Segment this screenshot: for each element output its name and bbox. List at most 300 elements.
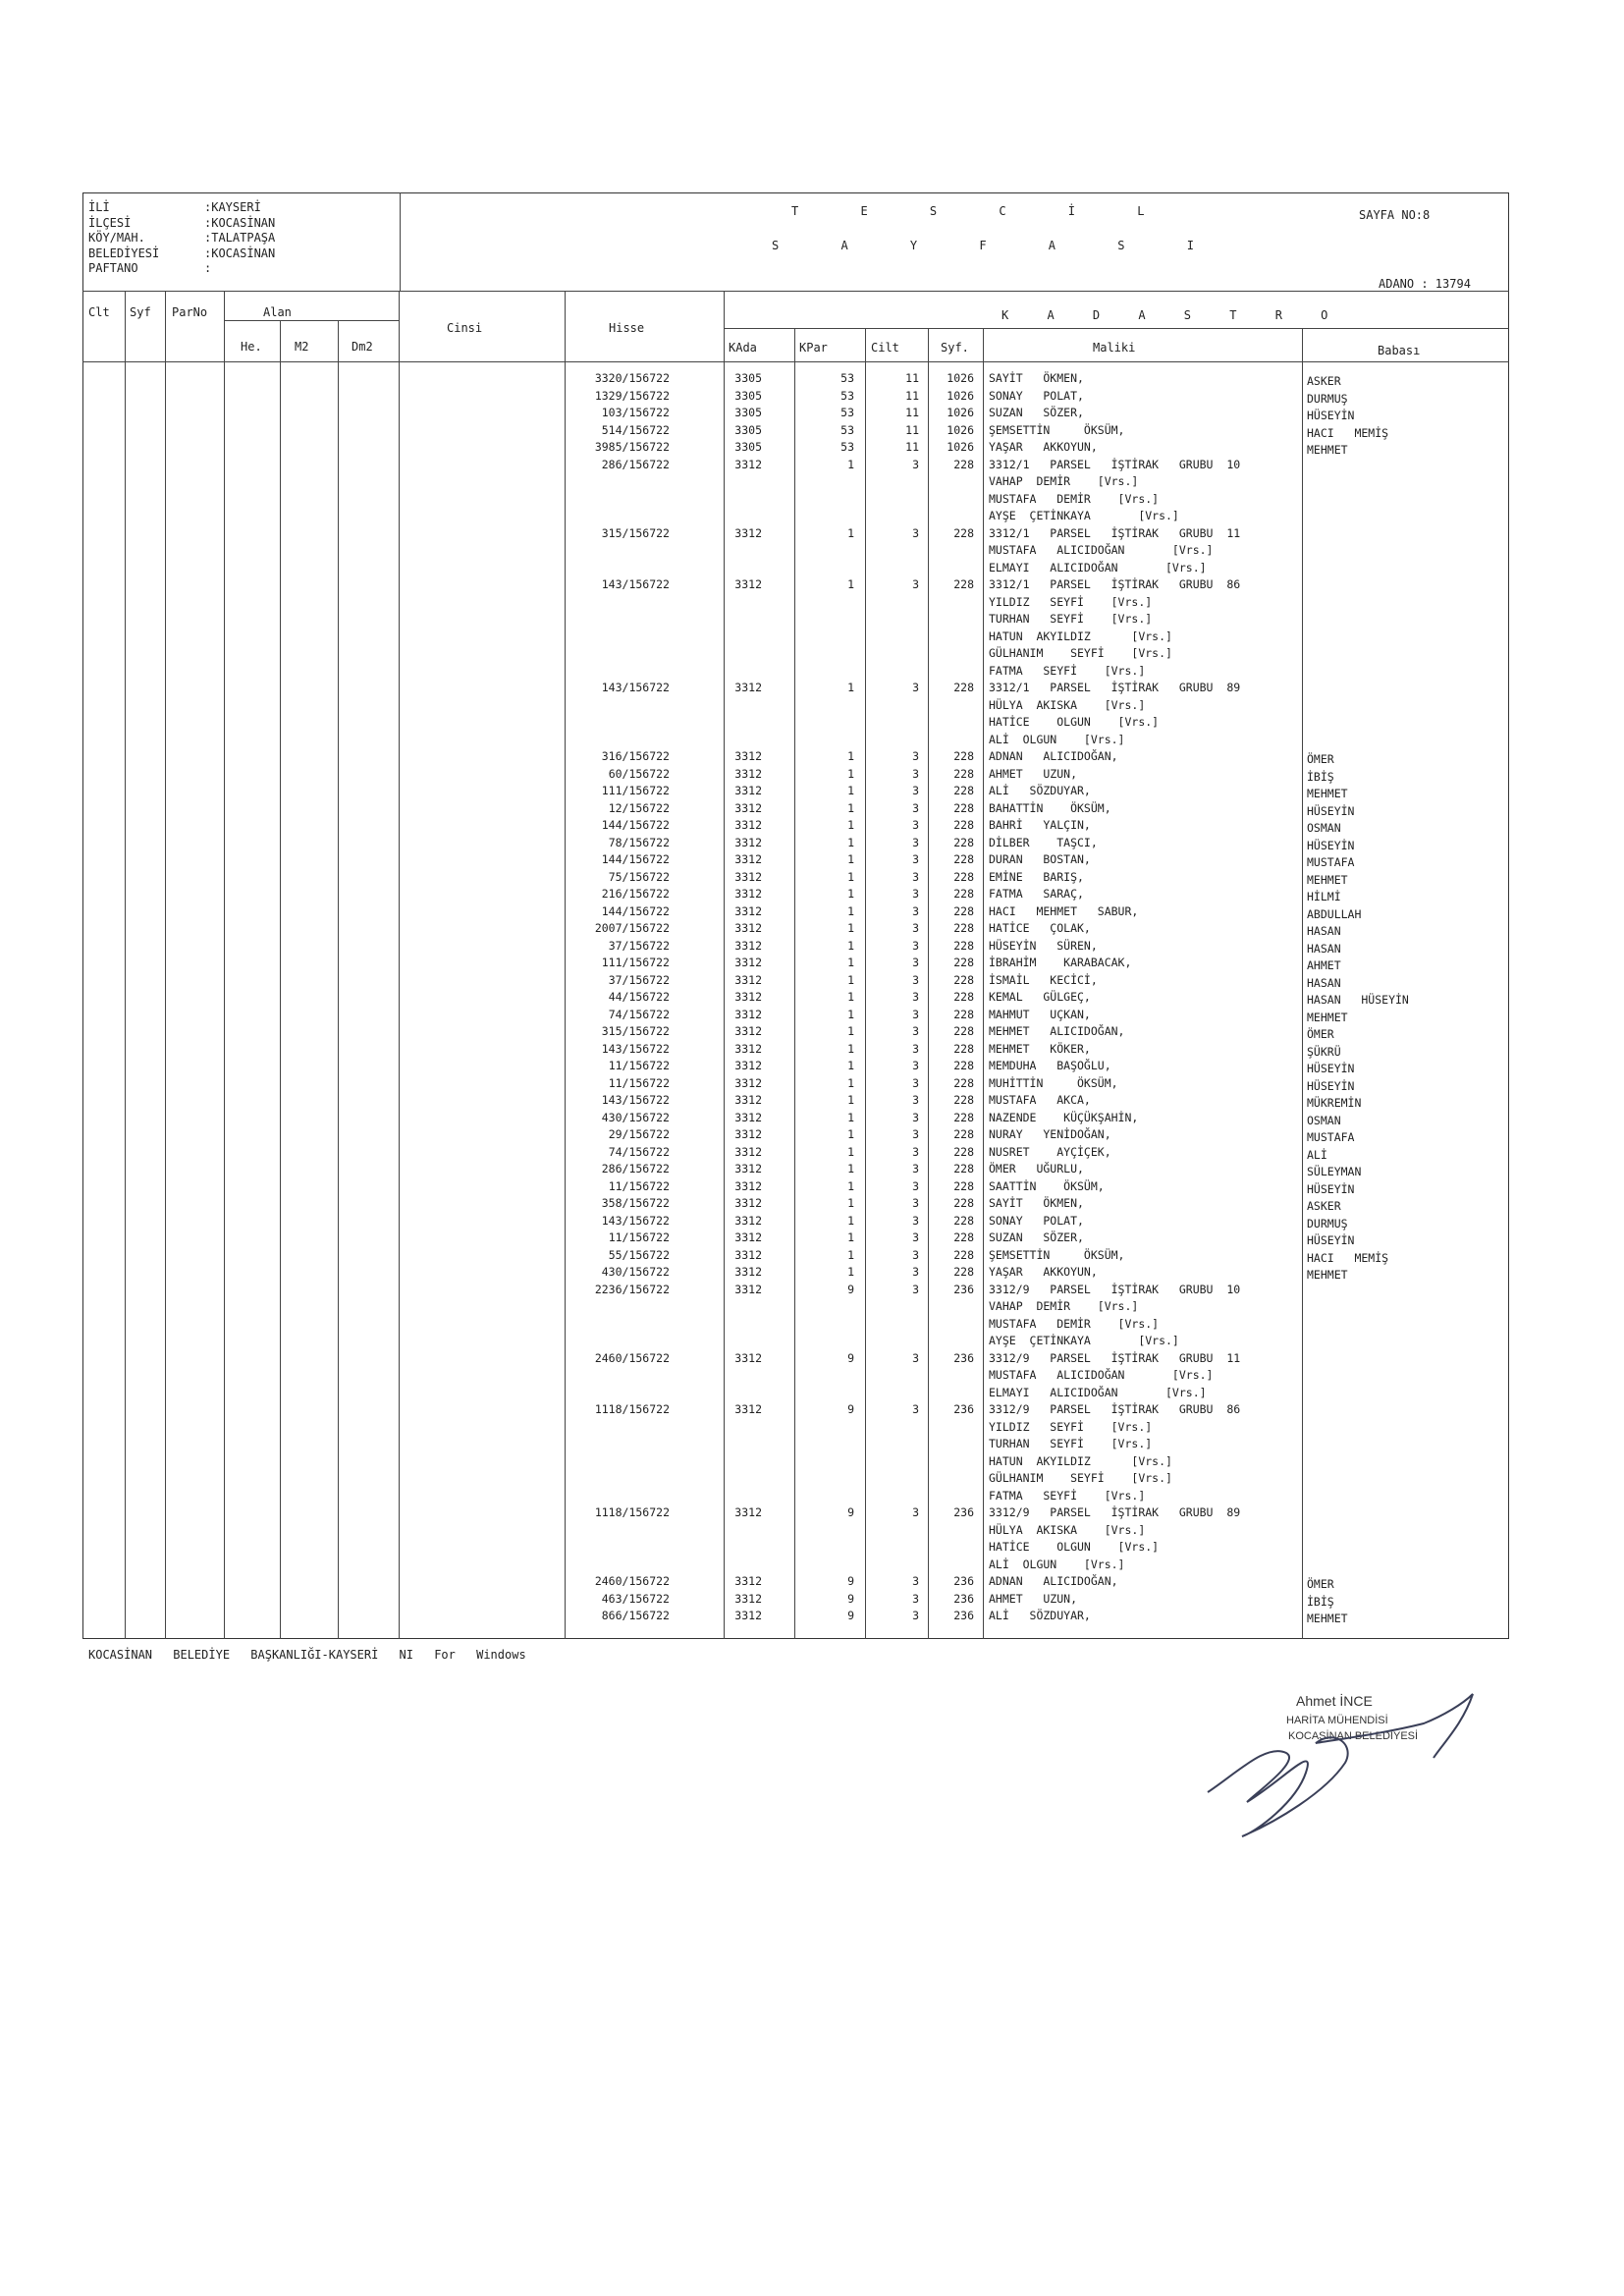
maliki-line: SUZAN SÖZER, <box>989 406 1084 419</box>
hisse-cell: 60/156722 <box>608 766 670 781</box>
kada-cell: 3312 <box>734 1574 762 1588</box>
kpar-cell: 1 <box>847 1178 854 1193</box>
cilt-cell: 3 <box>912 1591 919 1606</box>
maliki-line: FATMA SEYFİ [Vrs.] <box>989 663 1146 678</box>
babasi-cell: MEHMET <box>1307 787 1348 800</box>
syf-cell: 228 <box>953 577 974 591</box>
babasi-cell: AHMET <box>1307 958 1341 972</box>
maliki-line: AHMET UZUN, <box>989 766 1078 781</box>
kpar-cell: 1 <box>847 577 854 591</box>
kada-cell: 3312 <box>734 887 762 901</box>
hisse-cell: 37/156722 <box>608 972 670 987</box>
hisse-cell: 216/156722 <box>601 887 670 901</box>
header-field-key: İLİ <box>88 200 110 214</box>
babasi-cell: MÜKREMİN <box>1307 1096 1362 1110</box>
kada-cell: 3312 <box>734 818 762 832</box>
kpar-cell: 1 <box>847 887 854 901</box>
kada-cell: 3305 <box>734 388 762 403</box>
kpar-cell: 1 <box>847 1127 854 1141</box>
kada-cell: 3312 <box>734 1247 762 1262</box>
kpar-cell: 1 <box>847 1075 854 1090</box>
kpar-cell: 53 <box>840 406 854 419</box>
babasi-cell: MEHMET <box>1307 1010 1348 1024</box>
kada-cell: 3312 <box>734 525 762 540</box>
kpar-cell: 9 <box>847 1591 854 1606</box>
col-line <box>224 291 225 1639</box>
maliki-line: MEMDUHA BAŞOĞLU, <box>989 1059 1111 1072</box>
maliki-line: TURHAN SEYFİ [Vrs.] <box>989 612 1153 626</box>
header-field-key: İLÇESİ <box>88 215 132 230</box>
babasi-cell: MEHMET <box>1307 1268 1348 1282</box>
maliki-line: HATUN AKYILDIZ [Vrs.] <box>989 629 1172 643</box>
kada-cell: 3312 <box>734 1213 762 1228</box>
maliki-line: ÖMER UĞURLU, <box>989 1162 1084 1175</box>
kada-cell: 3312 <box>734 1093 762 1107</box>
hisse-cell: 143/156722 <box>601 1041 670 1056</box>
kpar-cell: 1 <box>847 818 854 832</box>
hisse-cell: 2460/156722 <box>594 1350 670 1365</box>
babasi-cell: İBİŞ <box>1307 769 1334 784</box>
kadastro-subheader-line <box>724 328 1509 329</box>
syf-cell: 228 <box>953 1265 974 1279</box>
maliki-line: NAZENDE KÜÇÜKŞAHİN, <box>989 1110 1139 1124</box>
cilt-cell: 3 <box>912 921 919 935</box>
cilt-cell: 3 <box>912 1127 919 1141</box>
cilt-cell: 11 <box>905 371 919 385</box>
syf-cell: 228 <box>953 869 974 884</box>
header-field <box>88 261 275 277</box>
babasi-cell: HİLMİ <box>1307 890 1341 903</box>
babasi-cell: ÖMER <box>1307 1027 1334 1041</box>
kada-cell: 3312 <box>734 852 762 866</box>
kpar-cell: 9 <box>847 1402 854 1416</box>
header-field <box>88 231 275 246</box>
maliki-line: HATUN AKYILDIZ [Vrs.] <box>989 1453 1172 1468</box>
maliki-line: ADNAN ALICIDOĞAN, <box>989 749 1118 763</box>
syf-cell: 228 <box>953 887 974 901</box>
syf-cell: 228 <box>953 938 974 953</box>
syf-cell: 228 <box>953 1162 974 1175</box>
cilt-cell: 3 <box>912 577 919 591</box>
column-header-bottom-line <box>82 361 1509 362</box>
ada-number: ADANO : 13794 <box>1379 277 1471 291</box>
col-maliki: Maliki <box>1093 341 1136 355</box>
hisse-cell: 29/156722 <box>608 1127 670 1141</box>
maliki-line: 3312/1 PARSEL İŞTİRAK GRUBU 86 <box>989 577 1241 591</box>
maliki-line: ALİ SÖZDUYAR, <box>989 784 1091 797</box>
cilt-cell: 3 <box>912 1350 919 1365</box>
babasi-cell: OSMAN <box>1307 821 1341 835</box>
babasi-cell: MEHMET <box>1307 872 1348 887</box>
col-clt: Clt <box>88 305 110 319</box>
signature-stamp <box>1198 1684 1492 1841</box>
syf-cell: 228 <box>953 525 974 540</box>
maliki-line: ALİ OLGUN [Vrs.] <box>989 732 1125 746</box>
maliki-line: HÜLYA AKISKA [Vrs.] <box>989 1522 1146 1537</box>
kpar-cell: 1 <box>847 525 854 540</box>
maliki-line: MEHMET KÖKER, <box>989 1041 1091 1056</box>
babasi-cell: İBİŞ <box>1307 1594 1334 1609</box>
footer-text: KOCASİNAN BELEDİYE BAŞKANLIĞI-KAYSERİ NI For Windows <box>88 1648 526 1662</box>
maliki-line: HÜSEYİN SÜREN, <box>989 938 1098 953</box>
babasi-cell: MUSTAFA <box>1307 1130 1355 1144</box>
maliki-line: ALİ OLGUN [Vrs.] <box>989 1557 1125 1571</box>
syf-cell: 236 <box>953 1350 974 1365</box>
hisse-cell: 144/156722 <box>601 818 670 832</box>
kada-cell: 3312 <box>734 1350 762 1365</box>
kpar-cell: 1 <box>847 1230 854 1244</box>
kada-cell: 3312 <box>734 1282 762 1296</box>
kpar-cell: 1 <box>847 800 854 815</box>
maliki-line: MUHİTTİN ÖKSÜM, <box>989 1075 1118 1090</box>
kada-cell: 3312 <box>734 1505 762 1519</box>
col-line <box>338 320 339 1639</box>
kada-cell: 3305 <box>734 406 762 419</box>
babasi-cell: HÜSEYİN <box>1307 1181 1355 1196</box>
kpar-cell: 53 <box>840 422 854 437</box>
syf-cell: 228 <box>953 784 974 797</box>
kpar-cell: 1 <box>847 1024 854 1038</box>
kpar-cell: 9 <box>847 1574 854 1588</box>
babasi-cell: HÜSEYİN <box>1307 838 1355 852</box>
syf-cell: 228 <box>953 835 974 849</box>
syf-cell: 228 <box>953 1230 974 1244</box>
hisse-cell: 430/156722 <box>601 1265 670 1279</box>
col-line <box>399 291 400 1639</box>
kada-cell: 3312 <box>734 577 762 591</box>
kpar-cell: 1 <box>847 903 854 918</box>
cilt-cell: 3 <box>912 1162 919 1175</box>
cilt-cell: 3 <box>912 1230 919 1244</box>
babasi-cell: HÜSEYİN <box>1307 1078 1355 1093</box>
maliki-line: ADNAN ALICIDOĞAN, <box>989 1574 1118 1588</box>
kada-cell: 3305 <box>734 422 762 437</box>
syf-cell: 236 <box>953 1505 974 1519</box>
kpar-cell: 1 <box>847 869 854 884</box>
hisse-cell: 463/156722 <box>601 1591 670 1606</box>
kada-cell: 3305 <box>734 371 762 385</box>
maliki-line: GÜLHANIM SEYFİ [Vrs.] <box>989 646 1172 660</box>
kpar-cell: 1 <box>847 1110 854 1124</box>
syf-cell: 236 <box>953 1609 974 1622</box>
syf-cell: 1026 <box>947 406 974 419</box>
cilt-cell: 3 <box>912 1265 919 1279</box>
cilt-cell: 3 <box>912 835 919 849</box>
babasi-cell: HASAN <box>1307 941 1341 956</box>
syf-cell: 228 <box>953 681 974 694</box>
syf-cell: 228 <box>953 1041 974 1056</box>
kada-cell: 3312 <box>734 972 762 987</box>
hisse-cell: 2460/156722 <box>594 1574 670 1588</box>
babasi-cell: HÜSEYİN <box>1307 409 1355 422</box>
col-line <box>125 291 126 1639</box>
header-field <box>88 200 275 216</box>
cilt-cell: 3 <box>912 749 919 763</box>
kada-cell: 3312 <box>734 1075 762 1090</box>
maliki-line: HATİCE OLGUN [Vrs.] <box>989 715 1160 729</box>
maliki-line: VAHAP DEMİR [Vrs.] <box>989 1299 1139 1313</box>
kpar-cell: 9 <box>847 1282 854 1296</box>
col-line <box>565 291 566 1639</box>
col-line <box>865 328 866 1639</box>
syf-cell: 236 <box>953 1591 974 1606</box>
babasi-cell: SÜLEYMAN <box>1307 1165 1362 1178</box>
cilt-cell: 3 <box>912 457 919 471</box>
header-field <box>88 246 275 262</box>
header-field-value: :KAYSERİ <box>204 200 261 214</box>
cilt-cell: 11 <box>905 422 919 437</box>
maliki-line: MEHMET ALICIDOĞAN, <box>989 1024 1125 1038</box>
hisse-cell: 37/156722 <box>608 938 670 953</box>
maliki-line: DİLBER TAŞCI, <box>989 835 1098 849</box>
maliki-line: İBRAHİM KARABACAK, <box>989 956 1132 969</box>
kpar-cell: 9 <box>847 1609 854 1622</box>
header-field-value: :TALATPAŞA <box>204 231 276 245</box>
hisse-cell: 143/156722 <box>601 1093 670 1107</box>
babasi-cell: OSMAN <box>1307 1113 1341 1127</box>
kada-cell: 3312 <box>734 1144 762 1159</box>
kpar-cell: 1 <box>847 1196 854 1210</box>
syf-cell: 1026 <box>947 371 974 385</box>
kpar-cell: 1 <box>847 835 854 849</box>
header-bottom-line <box>82 291 1509 292</box>
header-field <box>88 216 275 232</box>
kpar-cell: 1 <box>847 1059 854 1072</box>
maliki-line: ELMAYI ALICIDOĞAN [Vrs.] <box>989 560 1207 574</box>
syf-cell: 228 <box>953 1213 974 1228</box>
cilt-cell: 3 <box>912 990 919 1004</box>
stamp-line2: HARİTA MÜHENDİSİ <box>1286 1715 1388 1726</box>
syf-cell: 228 <box>953 1110 974 1124</box>
babasi-cell: MEHMET <box>1307 1612 1348 1625</box>
maliki-line: NURAY YENİDOĞAN, <box>989 1127 1111 1141</box>
maliki-line: 3312/9 PARSEL İŞTİRAK GRUBU 89 <box>989 1505 1241 1519</box>
kada-cell: 3312 <box>734 784 762 797</box>
col-babasi: Babası <box>1378 344 1421 357</box>
babasi-cell: ŞÜKRÜ <box>1307 1044 1341 1059</box>
kada-cell: 3312 <box>734 457 762 471</box>
hisse-cell: 3985/156722 <box>594 440 670 454</box>
cilt-cell: 3 <box>912 1196 919 1210</box>
header-divider <box>400 192 401 291</box>
kada-cell: 3312 <box>734 1609 762 1622</box>
babasi-cell: DURMUŞ <box>1307 1216 1348 1230</box>
hisse-cell: 2007/156722 <box>594 921 670 935</box>
syf-cell: 236 <box>953 1402 974 1416</box>
kpar-cell: 53 <box>840 388 854 403</box>
syf-cell: 228 <box>953 457 974 471</box>
hisse-cell: 11/156722 <box>608 1075 670 1090</box>
kada-cell: 3312 <box>734 869 762 884</box>
kada-cell: 3312 <box>734 681 762 694</box>
maliki-line: TURHAN SEYFİ [Vrs.] <box>989 1437 1153 1450</box>
hisse-cell: 286/156722 <box>601 1162 670 1175</box>
kada-cell: 3312 <box>734 1230 762 1244</box>
kada-cell: 3312 <box>734 800 762 815</box>
kada-cell: 3312 <box>734 1024 762 1038</box>
cilt-cell: 3 <box>912 1041 919 1056</box>
col-line <box>724 291 725 1639</box>
maliki-line: BAHATTİN ÖKSÜM, <box>989 800 1111 815</box>
kpar-cell: 1 <box>847 1213 854 1228</box>
kada-cell: 3312 <box>734 921 762 935</box>
maliki-line: SAYİT ÖKMEN, <box>989 1196 1084 1210</box>
syf-cell: 228 <box>953 972 974 987</box>
maliki-line: MAHMUT UÇKAN, <box>989 1007 1091 1021</box>
header-field-value: :KOCASİNAN <box>204 215 276 230</box>
hisse-cell: 143/156722 <box>601 681 670 694</box>
col-alan: Alan <box>263 305 292 319</box>
header-field-key: PAFTANO <box>88 261 138 275</box>
babasi-cell: HÜSEYİN <box>1307 803 1355 818</box>
hisse-cell: 315/156722 <box>601 525 670 540</box>
cilt-cell: 3 <box>912 1007 919 1021</box>
kpar-cell: 1 <box>847 1093 854 1107</box>
kpar-cell: 1 <box>847 766 854 781</box>
maliki-line: 3312/1 PARSEL İŞTİRAK GRUBU 89 <box>989 681 1241 694</box>
col-line <box>280 320 281 1639</box>
cilt-cell: 3 <box>912 1059 919 1072</box>
maliki-line: HACI MEHMET SABUR, <box>989 903 1139 918</box>
hisse-cell: 74/156722 <box>608 1144 670 1159</box>
kpar-cell: 1 <box>847 457 854 471</box>
hisse-cell: 78/156722 <box>608 835 670 849</box>
cilt-cell: 3 <box>912 818 919 832</box>
maliki-line: SONAY POLAT, <box>989 388 1084 403</box>
col-hisse: Hisse <box>609 321 645 335</box>
babasi-cell: MUSTAFA <box>1307 855 1355 869</box>
cilt-cell: 3 <box>912 903 919 918</box>
hisse-cell: 866/156722 <box>601 1609 670 1622</box>
kada-cell: 3312 <box>734 749 762 763</box>
kada-cell: 3312 <box>734 1196 762 1210</box>
header-field-key: BELEDİYESİ <box>88 246 160 260</box>
hisse-cell: 11/156722 <box>608 1178 670 1193</box>
babasi-cell: ASKER <box>1307 1199 1341 1213</box>
hisse-cell: 144/156722 <box>601 903 670 918</box>
cilt-cell: 3 <box>912 938 919 953</box>
maliki-line: ALİ SÖZDUYAR, <box>989 1609 1091 1622</box>
kpar-cell: 9 <box>847 1505 854 1519</box>
babasi-cell: HÜSEYİN <box>1307 1233 1355 1247</box>
kpar-cell: 1 <box>847 1162 854 1175</box>
hisse-cell: 44/156722 <box>608 990 670 1004</box>
page-number: SAYFA NO:8 <box>1359 208 1431 222</box>
babasi-cell: HASAN <box>1307 924 1341 938</box>
babasi-cell: ÖMER <box>1307 752 1334 766</box>
kpar-cell: 53 <box>840 440 854 454</box>
col-line <box>165 291 166 1639</box>
col-syf: Syf <box>130 305 151 319</box>
babasi-cell: HACI MEMİŞ <box>1307 1250 1389 1265</box>
cilt-cell: 3 <box>912 1093 919 1107</box>
maliki-line: İSMAİL KECİCİ, <box>989 972 1098 987</box>
maliki-line: 3312/9 PARSEL İŞTİRAK GRUBU 11 <box>989 1350 1241 1365</box>
syf-cell: 228 <box>953 1127 974 1141</box>
hisse-cell: 74/156722 <box>608 1007 670 1021</box>
syf-cell: 228 <box>953 956 974 969</box>
kada-cell: 3312 <box>734 766 762 781</box>
maliki-line: 3312/1 PARSEL İŞTİRAK GRUBU 11 <box>989 525 1241 540</box>
syf-cell: 228 <box>953 1075 974 1090</box>
cilt-cell: 3 <box>912 1144 919 1159</box>
cilt-cell: 3 <box>912 766 919 781</box>
maliki-line: ŞEMSETTİN ÖKSÜM, <box>989 422 1125 437</box>
maliki-line: MUSTAFA DEMİR [Vrs.] <box>989 1316 1160 1331</box>
col-he: He. <box>241 340 262 354</box>
kada-cell: 3312 <box>734 1591 762 1606</box>
hisse-cell: 144/156722 <box>601 852 670 866</box>
cilt-cell: 3 <box>912 1574 919 1588</box>
kpar-cell: 1 <box>847 1247 854 1262</box>
col-m2: M2 <box>295 340 309 354</box>
header-field-key: KÖY/MAH. <box>88 231 145 245</box>
cilt-cell: 3 <box>912 887 919 901</box>
maliki-line: VAHAP DEMİR [Vrs.] <box>989 474 1139 488</box>
kpar-cell: 1 <box>847 1041 854 1056</box>
maliki-line: MUSTAFA ALICIDOĞAN [Vrs.] <box>989 543 1214 557</box>
header-field-value: : <box>204 261 212 275</box>
maliki-line: MUSTAFA ALICIDOĞAN [Vrs.] <box>989 1368 1214 1382</box>
cilt-cell: 3 <box>912 1505 919 1519</box>
kpar-cell: 1 <box>847 990 854 1004</box>
kpar-cell: 1 <box>847 956 854 969</box>
kada-cell: 3312 <box>734 1162 762 1175</box>
kpar-cell: 1 <box>847 852 854 866</box>
kada-cell: 3312 <box>734 1127 762 1141</box>
hisse-cell: 75/156722 <box>608 869 670 884</box>
kpar-cell: 1 <box>847 972 854 987</box>
kada-cell: 3312 <box>734 1178 762 1193</box>
maliki-line: 3312/9 PARSEL İŞTİRAK GRUBU 86 <box>989 1402 1241 1416</box>
kada-cell: 3312 <box>734 938 762 953</box>
kpar-cell: 1 <box>847 681 854 694</box>
maliki-line: FATMA SARAÇ, <box>989 887 1084 901</box>
hisse-cell: 430/156722 <box>601 1110 670 1124</box>
hisse-cell: 55/156722 <box>608 1247 670 1262</box>
hisse-cell: 11/156722 <box>608 1059 670 1072</box>
kada-cell: 3312 <box>734 1007 762 1021</box>
syf-cell: 236 <box>953 1282 974 1296</box>
cilt-cell: 3 <box>912 681 919 694</box>
syf-cell: 228 <box>953 1024 974 1038</box>
maliki-line: AYŞE ÇETİNKAYA [Vrs.] <box>989 1334 1179 1347</box>
babasi-cell: ASKER <box>1307 374 1341 388</box>
maliki-line: ŞEMSETTİN ÖKSÜM, <box>989 1247 1125 1262</box>
cilt-cell: 3 <box>912 1024 919 1038</box>
cilt-cell: 3 <box>912 1402 919 1416</box>
syf-cell: 228 <box>953 818 974 832</box>
header-fields <box>88 200 275 277</box>
hisse-cell: 358/156722 <box>601 1196 670 1210</box>
col-parno: ParNo <box>172 305 208 319</box>
syf-cell: 228 <box>953 1144 974 1159</box>
cilt-cell: 3 <box>912 1247 919 1262</box>
cilt-cell: 11 <box>905 388 919 403</box>
syf-cell: 228 <box>953 800 974 815</box>
hisse-cell: 1118/156722 <box>594 1505 670 1519</box>
hisse-cell: 286/156722 <box>601 457 670 471</box>
hisse-cell: 3320/156722 <box>594 371 670 385</box>
cilt-cell: 3 <box>912 1609 919 1622</box>
col-cinsi: Cinsi <box>447 321 483 335</box>
document-frame <box>82 192 1509 1639</box>
babasi-cell: ABDULLAH <box>1307 906 1362 921</box>
cilt-cell: 3 <box>912 525 919 540</box>
maliki-line: HÜLYA AKISKA [Vrs.] <box>989 697 1146 712</box>
maliki-line: DURAN BOSTAN, <box>989 852 1091 866</box>
maliki-line: AHMET UZUN, <box>989 1591 1078 1606</box>
